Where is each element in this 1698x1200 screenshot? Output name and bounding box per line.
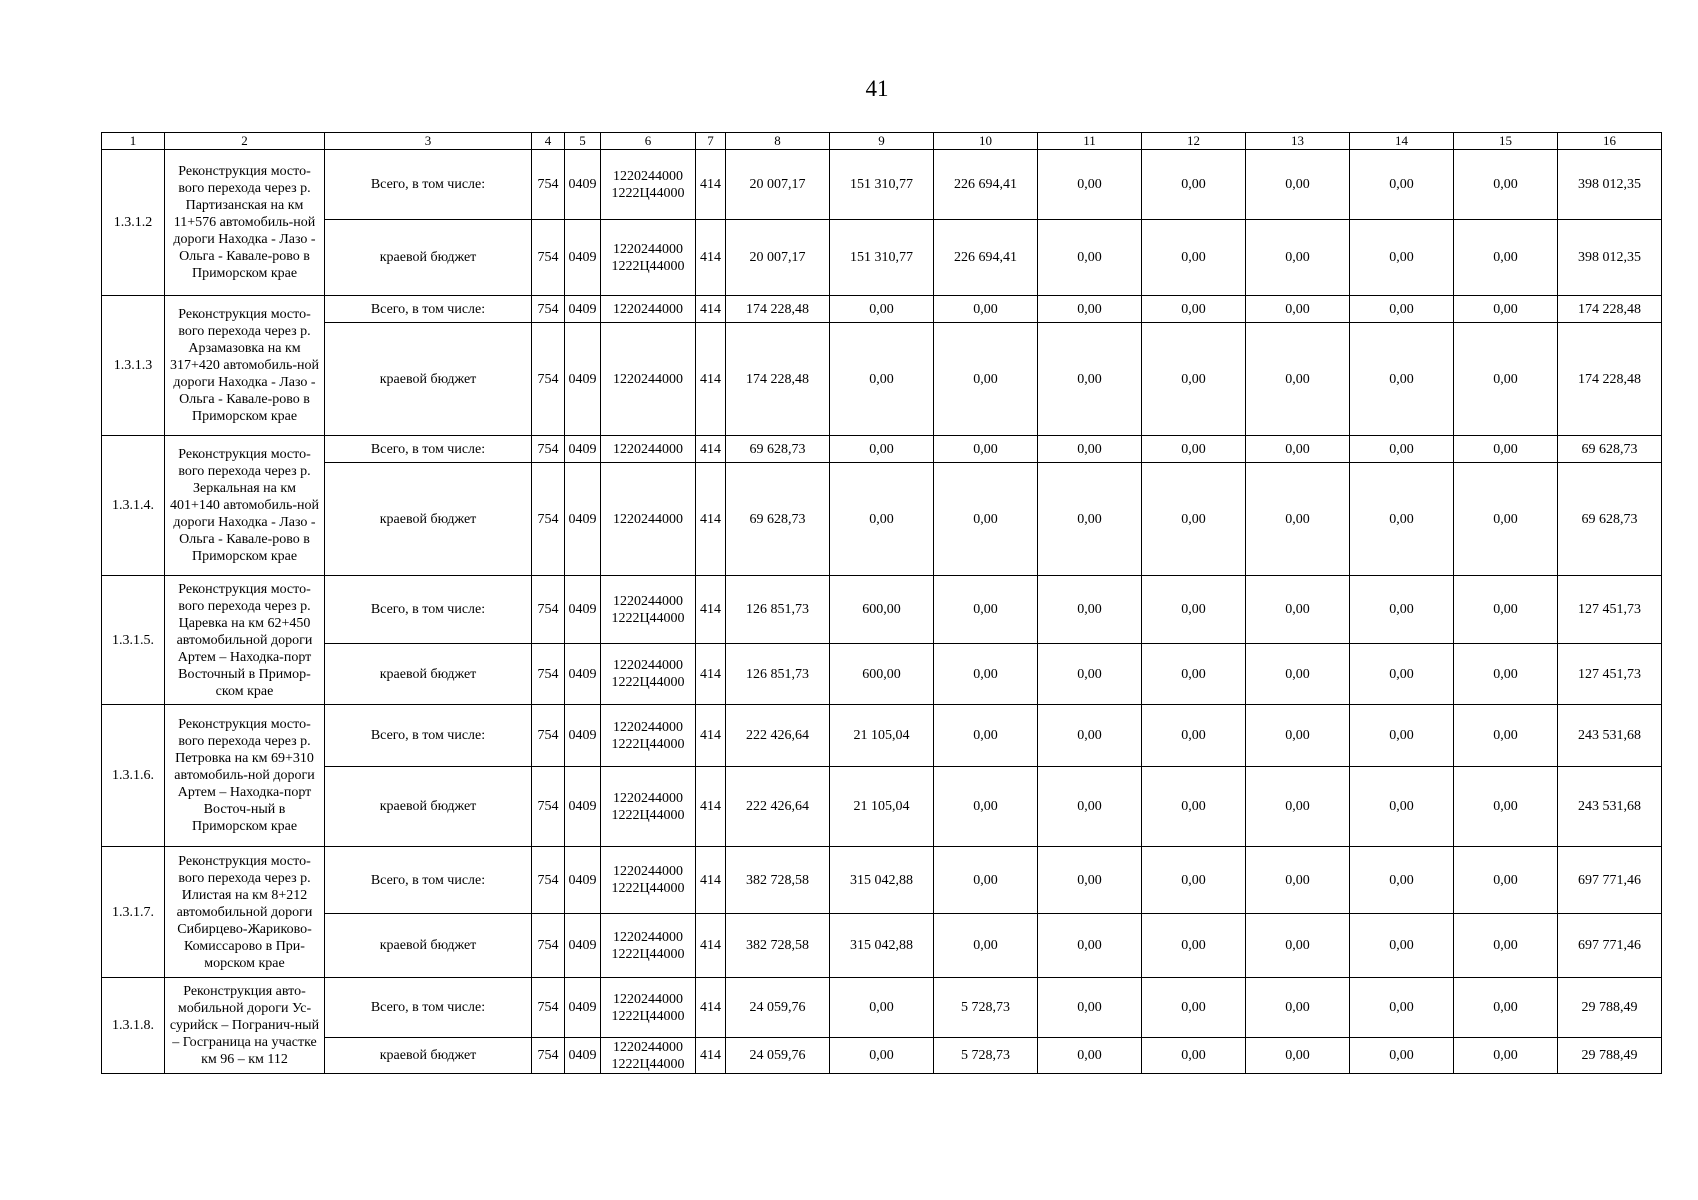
target-article-line: 1222Ц44000 [611,881,685,896]
year-value: 0,00 [1038,1038,1142,1074]
expense-type-code: 414 [696,463,726,576]
year-value: 0,00 [1350,914,1454,978]
year-value: 0,00 [934,767,1038,847]
year-value: 20 007,17 [726,150,830,220]
year-value: 0,00 [934,847,1038,914]
year-value: 0,00 [1246,463,1350,576]
year-value: 5 728,73 [934,978,1038,1038]
header-cell: 7 [696,133,726,150]
year-value: 0,00 [1142,436,1246,463]
table-row [102,436,1662,463]
year-value: 0,00 [1142,463,1246,576]
year-value: 0,00 [1038,767,1142,847]
year-value: 0,00 [1142,323,1246,436]
section-code: 0409 [565,463,601,576]
total-value: 69 628,73 [1558,463,1662,576]
total-value: 69 628,73 [1558,436,1662,463]
expense-type-code: 414 [696,436,726,463]
year-value: 0,00 [1246,576,1350,644]
target-article-code [601,644,696,705]
year-value: 0,00 [1246,323,1350,436]
header-cell: 14 [1350,133,1454,150]
year-value: 151 310,77 [830,150,934,220]
target-article-code [601,1038,696,1074]
target-article-code [601,463,696,576]
year-value: 0,00 [1350,978,1454,1038]
header-cell: 13 [1246,133,1350,150]
target-article-line: 1222Ц44000 [611,946,685,962]
budget-table [101,132,1662,1074]
year-value: 0,00 [1350,767,1454,847]
year-value: 126 851,73 [726,576,830,644]
page-number: 41 [865,76,889,101]
target-article-line: 1220244000 [613,790,683,806]
year-value: 0,00 [1038,978,1142,1038]
target-article-code [601,914,696,978]
table-row [102,978,1662,1038]
expense-type-code: 414 [696,1038,726,1074]
target-article-line: 1220244000 [613,991,683,1007]
year-value: 0,00 [1142,705,1246,767]
year-value: 0,00 [1246,150,1350,220]
target-article-line: 1220244000 [613,719,683,735]
year-value: 315 042,88 [830,847,934,914]
target-article-code [601,978,696,1038]
ministry-code: 754 [532,323,565,436]
total-value: 174 228,48 [1558,296,1662,323]
year-value: 0,00 [830,323,934,436]
section-code: 0409 [565,767,601,847]
target-article-code [601,220,696,296]
funding-source: краевой бюджет [325,767,532,847]
year-value: 0,00 [1038,914,1142,978]
year-value: 0,00 [1246,978,1350,1038]
item-name: Реконструкция мосто-вого перехода через р. Зеркальная на км 401+140 автомобиль-ной дороги Находка - Лазо - Ольга - Кавале-рово в Приморском крае [165,436,325,576]
expense-type-code: 414 [696,767,726,847]
year-value: 0,00 [1142,847,1246,914]
ministry-code: 754 [532,914,565,978]
expense-type-code: 414 [696,847,726,914]
section-code: 0409 [565,576,601,644]
target-article-line: 1220244000 [613,168,683,184]
header-cell: 1 [102,133,165,150]
section-code: 0409 [565,436,601,463]
year-value: 0,00 [934,323,1038,436]
target-article-line: 1220244000 [613,301,683,317]
year-value: 600,00 [830,576,934,644]
table-row [102,847,1662,914]
table-row [102,914,1662,978]
header-cell: 16 [1558,133,1662,150]
year-value: 222 426,64 [726,767,830,847]
item-code: 1.3.1.2 [102,150,165,296]
year-value: 0,00 [830,296,934,323]
year-value: 0,00 [1350,150,1454,220]
total-value: 174 228,48 [1558,323,1662,436]
table-row [102,644,1662,705]
year-value: 315 042,88 [830,914,934,978]
funding-source: Всего, в том числе: [325,150,532,220]
header-cell: 15 [1454,133,1558,150]
year-value: 0,00 [1038,150,1142,220]
target-article-line: 1220244000 [613,441,683,457]
funding-source: краевой бюджет [325,323,532,436]
section-code: 0409 [565,914,601,978]
year-value: 0,00 [1454,847,1558,914]
target-article-line: 1220244000 [613,371,683,387]
ministry-code: 754 [532,847,565,914]
item-code: 1.3.1.7. [102,847,165,978]
target-article-code [601,296,696,323]
year-value: 382 728,58 [726,847,830,914]
year-value: 0,00 [1246,914,1350,978]
funding-source: Всего, в том числе: [325,705,532,767]
target-article-line: 1220244000 [613,658,683,673]
header-row [102,133,1662,150]
total-value: 29 788,49 [1558,978,1662,1038]
year-value: 24 059,76 [726,1038,830,1074]
total-value: 398 012,35 [1558,150,1662,220]
table-row [102,576,1662,644]
ministry-code: 754 [532,978,565,1038]
section-code: 0409 [565,1038,601,1074]
section-code: 0409 [565,150,601,220]
section-code: 0409 [565,978,601,1038]
expense-type-code: 414 [696,296,726,323]
total-value: 697 771,46 [1558,847,1662,914]
ministry-code: 754 [532,150,565,220]
year-value: 0,00 [1350,1038,1454,1074]
target-article-code [601,576,696,644]
section-code: 0409 [565,220,601,296]
item-name: Реконструкция мосто-вого перехода через р. Илистая на км 8+212 автомобильной дороги Сибирцево-Жариково-Комиссарово в При-морском крае [165,847,325,978]
year-value: 0,00 [1350,436,1454,463]
year-value: 0,00 [1350,296,1454,323]
year-value: 69 628,73 [726,436,830,463]
funding-source: Всего, в том числе: [325,296,532,323]
year-value: 0,00 [1350,463,1454,576]
year-value: 222 426,64 [726,705,830,767]
year-value: 382 728,58 [726,914,830,978]
ministry-code: 754 [532,576,565,644]
year-value: 0,00 [1454,576,1558,644]
year-value: 0,00 [934,914,1038,978]
section-code: 0409 [565,323,601,436]
year-value: 0,00 [1454,705,1558,767]
year-value: 0,00 [934,463,1038,576]
expense-type-code: 414 [696,705,726,767]
table-row [102,1038,1662,1074]
year-value: 0,00 [1142,1038,1246,1074]
year-value: 226 694,41 [934,150,1038,220]
funding-source: Всего, в том числе: [325,436,532,463]
year-value: 0,00 [934,576,1038,644]
year-value: 0,00 [830,978,934,1038]
year-value: 0,00 [1142,914,1246,978]
year-value: 0,00 [1038,436,1142,463]
expense-type-code: 414 [696,644,726,705]
funding-source: Всего, в том числе: [325,847,532,914]
table-row [102,220,1662,296]
year-value: 0,00 [1142,576,1246,644]
ministry-code: 754 [532,220,565,296]
target-article-line: 1220244000 [613,1039,683,1055]
year-value: 0,00 [934,296,1038,323]
total-value: 697 771,46 [1558,914,1662,978]
year-value: 0,00 [934,644,1038,705]
target-article-line: 1220244000 [613,511,683,527]
year-value: 0,00 [1454,296,1558,323]
section-code: 0409 [565,705,601,767]
year-value: 24 059,76 [726,978,830,1038]
header-cell: 10 [934,133,1038,150]
year-value: 0,00 [830,1038,934,1074]
funding-source: краевой бюджет [325,914,532,978]
header-cell: 2 [165,133,325,150]
year-value: 0,00 [1454,463,1558,576]
header-cell: 8 [726,133,830,150]
item-code: 1.3.1.8. [102,978,165,1074]
ministry-code: 754 [532,1038,565,1074]
year-value: 226 694,41 [934,220,1038,296]
year-value: 0,00 [1454,978,1558,1038]
header-cell: 3 [325,133,532,150]
expense-type-code: 414 [696,978,726,1038]
total-value: 127 451,73 [1558,644,1662,705]
year-value: 5 728,73 [934,1038,1038,1074]
header-cell: 4 [532,133,565,150]
funding-source: краевой бюджет [325,220,532,296]
year-value: 600,00 [830,644,934,705]
target-article-line: 1220244000 [613,593,683,609]
year-value: 0,00 [1246,296,1350,323]
target-article-code [601,705,696,767]
ministry-code: 754 [532,436,565,463]
header-cell: 9 [830,133,934,150]
year-value: 0,00 [1454,644,1558,705]
year-value: 0,00 [1038,705,1142,767]
expense-type-code: 414 [696,220,726,296]
year-value: 0,00 [1350,220,1454,296]
year-value: 0,00 [1246,847,1350,914]
year-value: 174 228,48 [726,296,830,323]
header-cell: 11 [1038,133,1142,150]
year-value: 0,00 [1454,220,1558,296]
year-value: 0,00 [1142,767,1246,847]
target-article-line: 1222Ц44000 [611,610,685,626]
year-value: 0,00 [830,463,934,576]
year-value: 0,00 [1142,296,1246,323]
funding-source: краевой бюджет [325,1038,532,1074]
year-value: 0,00 [830,436,934,463]
year-value: 0,00 [1142,220,1246,296]
total-value: 127 451,73 [1558,576,1662,644]
item-name: Реконструкция мосто-вого перехода через р. Арзамазовка на км 317+420 автомобиль-ной дороги Находка - Лазо - Ольга - Кавале-рово в Приморском крае [165,296,325,436]
year-value: 0,00 [1142,644,1246,705]
table-row [102,323,1662,436]
item-code: 1.3.1.6. [102,705,165,847]
year-value: 0,00 [1142,150,1246,220]
header-cell: 5 [565,133,601,150]
expense-type-code: 414 [696,576,726,644]
expense-type-code: 414 [696,150,726,220]
item-name: Реконструкция мосто-вого перехода через р. Царевка на км 62+450 автомобильной дороги Артем – Находка-порт Восточный в Примор-ском крае [165,576,325,705]
total-value: 398 012,35 [1558,220,1662,296]
expense-type-code: 414 [696,914,726,978]
total-value: 29 788,49 [1558,1038,1662,1074]
item-code: 1.3.1.4. [102,436,165,576]
header-cell: 6 [601,133,696,150]
item-code: 1.3.1.5. [102,576,165,705]
target-article-line: 1222Ц44000 [611,1008,685,1024]
year-value: 0,00 [1038,296,1142,323]
ministry-code: 754 [532,705,565,767]
section-code: 0409 [565,847,601,914]
year-value: 0,00 [1038,463,1142,576]
target-article-code [601,436,696,463]
funding-source: краевой бюджет [325,463,532,576]
target-article-line: 1222Ц44000 [611,185,685,201]
year-value: 21 105,04 [830,767,934,847]
year-value: 0,00 [934,705,1038,767]
year-value: 0,00 [1454,1038,1558,1074]
year-value: 0,00 [1454,767,1558,847]
section-code: 0409 [565,296,601,323]
funding-source: краевой бюджет [325,644,532,705]
ministry-code: 754 [532,296,565,323]
year-value: 174 228,48 [726,323,830,436]
year-value: 151 310,77 [830,220,934,296]
year-value: 0,00 [1038,220,1142,296]
year-value: 0,00 [1350,705,1454,767]
target-article-line: 1220244000 [613,864,683,879]
year-value: 0,00 [1350,847,1454,914]
target-article-line: 1220244000 [613,929,683,945]
item-name: Реконструкция мосто-вого перехода через р. Партизанская на км 11+576 автомобиль-ной дороги Находка - Лазо - Ольга - Кавале-рово в Приморском крае [165,150,325,296]
target-article-code [601,150,696,220]
year-value: 0,00 [1454,914,1558,978]
year-value: 0,00 [1246,220,1350,296]
year-value: 0,00 [934,436,1038,463]
year-value: 0,00 [1246,1038,1350,1074]
target-article-line: 1222Ц44000 [611,807,685,823]
target-article-code [601,323,696,436]
target-article-line: 1222Ц44000 [611,1056,685,1072]
year-value: 0,00 [1350,644,1454,705]
item-name: Реконструкция мосто-вого перехода через р. Петровка на км 69+310 автомобиль-ной дороги Артем – Находка-порт Восточ-ный в Приморском крае [165,705,325,847]
year-value: 0,00 [1246,436,1350,463]
year-value: 0,00 [1038,847,1142,914]
target-article-line: 1222Ц44000 [611,736,685,752]
table-row [102,150,1662,220]
funding-source: Всего, в том числе: [325,576,532,644]
total-value: 243 531,68 [1558,767,1662,847]
table-row [102,463,1662,576]
ministry-code: 754 [532,463,565,576]
ministry-code: 754 [532,644,565,705]
year-value: 0,00 [1038,576,1142,644]
year-value: 0,00 [1038,323,1142,436]
target-article-code [601,767,696,847]
expense-type-code: 414 [696,323,726,436]
year-value: 0,00 [1246,644,1350,705]
year-value: 69 628,73 [726,463,830,576]
year-value: 21 105,04 [830,705,934,767]
total-value: 243 531,68 [1558,705,1662,767]
year-value: 126 851,73 [726,644,830,705]
table-row [102,705,1662,767]
target-article-code [601,847,696,914]
year-value: 0,00 [1454,436,1558,463]
funding-source: Всего, в том числе: [325,978,532,1038]
item-code: 1.3.1.3 [102,296,165,436]
section-code: 0409 [565,644,601,705]
year-value: 0,00 [1454,323,1558,436]
target-article-line: 1220244000 [613,241,683,257]
table-row [102,296,1662,323]
year-value: 0,00 [1454,150,1558,220]
year-value: 0,00 [1350,576,1454,644]
year-value: 0,00 [1246,767,1350,847]
year-value: 20 007,17 [726,220,830,296]
ministry-code: 754 [532,767,565,847]
target-article-line: 1222Ц44000 [611,258,685,274]
year-value: 0,00 [1246,705,1350,767]
table-row [102,767,1662,847]
year-value: 0,00 [1350,323,1454,436]
target-article-line: 1222Ц44000 [611,675,685,690]
year-value: 0,00 [1038,644,1142,705]
year-value: 0,00 [1142,978,1246,1038]
item-name: Реконструкция авто-мобильной дороги Ус-сурийск – Погранич-ный – Госграница на участке км 96 – км 112 [165,978,325,1074]
header-cell: 12 [1142,133,1246,150]
